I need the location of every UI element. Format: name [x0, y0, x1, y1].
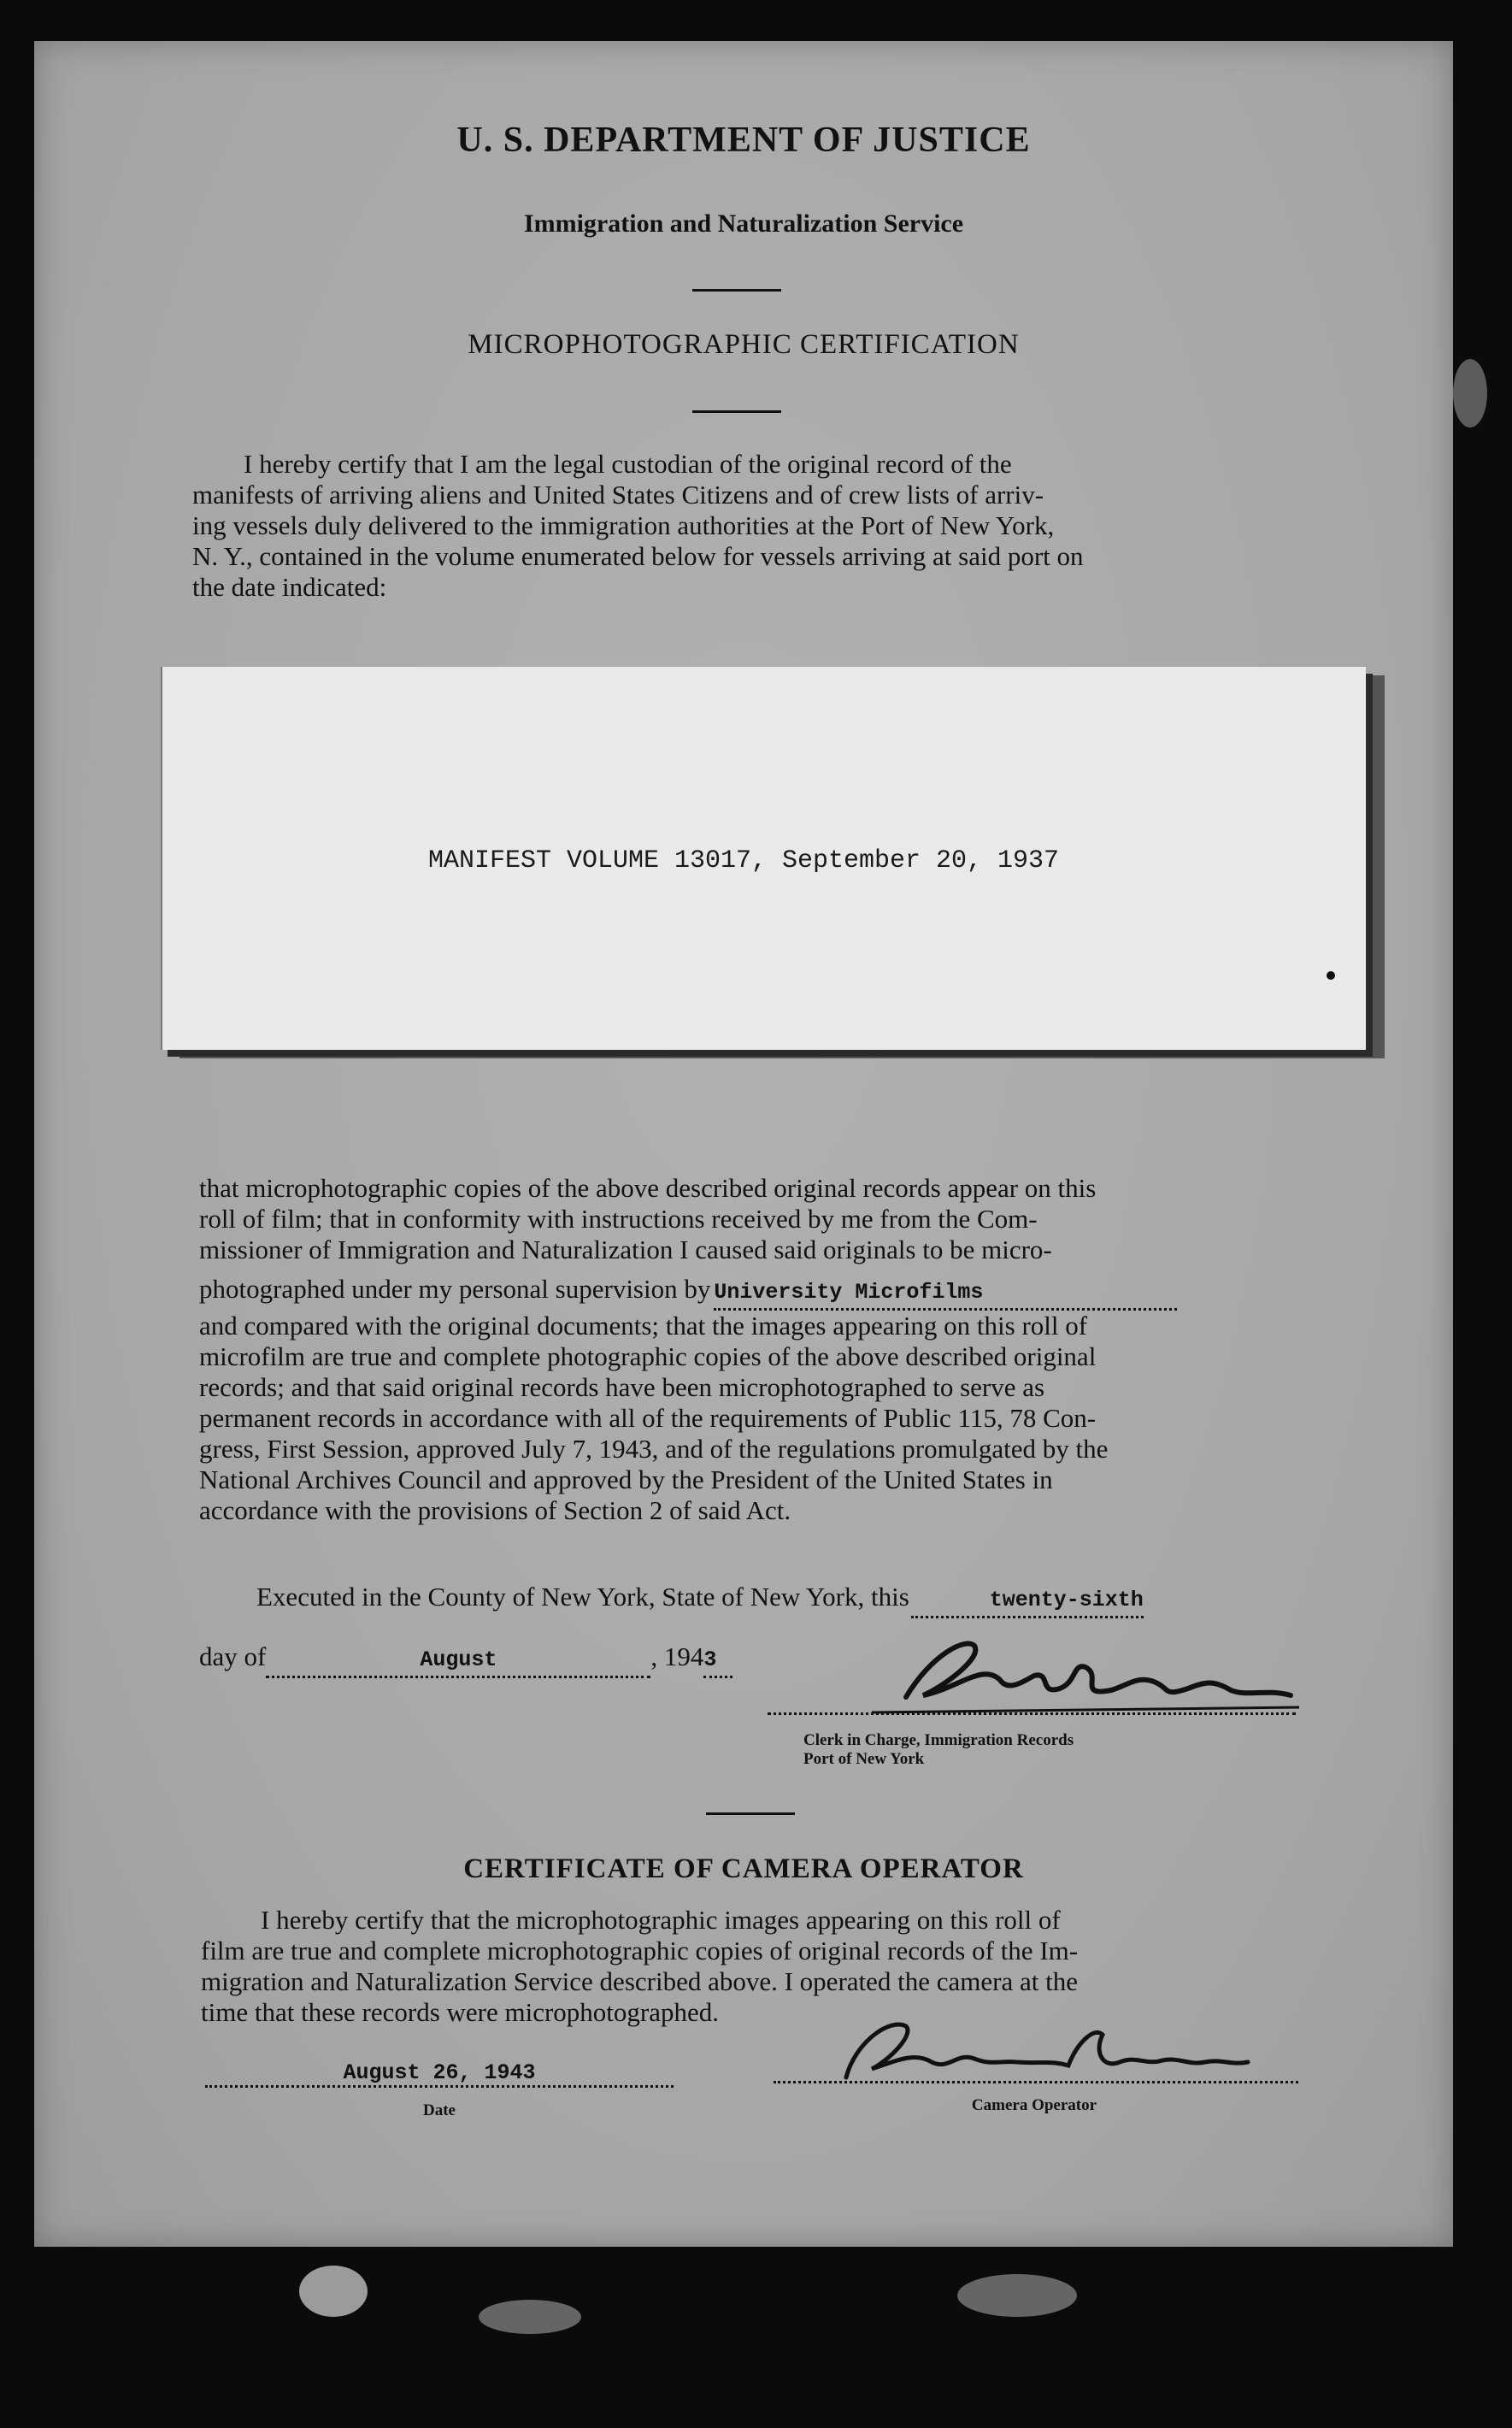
camera-date-field	[205, 2060, 674, 2088]
body-line: National Archives Council and approved by the President of the United States in	[199, 1464, 1053, 1494]
month-field	[266, 1641, 650, 1678]
supervisor-value: University Microfilms	[714, 1280, 984, 1305]
supervision-prefix: photographed under my personal supervision by	[199, 1274, 711, 1304]
camera-line: film are true and complete microphotographic copies of original records of the Im-	[201, 1936, 1079, 1965]
camera-line: I hereby certify that the microphotographic images appearing on this roll of	[261, 1905, 1061, 1935]
scan-debris	[1453, 359, 1487, 427]
manifest-volume: MANIFEST VOLUME 13017, September 20, 1937	[427, 846, 1060, 875]
day-value: twenty-sixth	[989, 1588, 1144, 1612]
day-of-label: day of	[199, 1641, 267, 1671]
intro-paragraph	[192, 449, 1291, 603]
intro-line: manifests of arriving aliens and United States Citizens and of crew lists of arriv-	[192, 480, 1044, 510]
body-line: that microphotographic copies of the above described original records appear on this	[199, 1173, 1097, 1203]
scan-debris	[957, 2274, 1077, 2317]
camera-line: migration and Naturalization Service described above. I operated the camera at the	[201, 1966, 1078, 1996]
divider	[706, 1812, 795, 1815]
body-line: permanent records in accordance with all of the requirements of Public 115, 78 Con-	[199, 1403, 1097, 1433]
intro-line: N. Y., contained in the volume enumerated below for vessels arriving at said port on	[192, 541, 1084, 571]
divider	[692, 410, 781, 413]
intro-line: the date indicated:	[192, 572, 387, 602]
body-line: gress, First Session, approved July 7, 1943, and of the regulations promulgated by the	[199, 1434, 1109, 1464]
divider	[692, 289, 781, 292]
body-line: and compared with the original documents; that the images appearing on this roll of	[199, 1311, 1088, 1341]
scan-debris	[479, 2300, 581, 2334]
body-line: missioner of Immigration and Naturalization I caused said originals to be micro-	[199, 1235, 1052, 1264]
clerk-title	[803, 1731, 1231, 1769]
intro-line: I hereby certify that I am the legal custodian of the original record of the	[244, 449, 1012, 479]
executed-line	[256, 1582, 1299, 1618]
certification-title: MICROPHOTOGRAPHIC CERTIFICATION	[468, 329, 1020, 360]
year-prefix: , 194	[650, 1641, 704, 1671]
body-line: accordance with the provisions of Section 2 of said Act.	[199, 1495, 791, 1525]
service-heading: Immigration and Naturalization Service	[523, 209, 964, 238]
body-line: roll of film; that in conformity with instructions received by me from the Com-	[199, 1204, 1038, 1234]
supervision-line	[199, 1274, 1299, 1311]
day-field	[911, 1582, 1144, 1618]
camera-line: time that these records were microphotographed.	[201, 1997, 719, 2027]
camera-certificate-title: CERTIFICATE OF CAMERA OPERATOR	[463, 1853, 1024, 1884]
clerk-title-line: Port of New York	[803, 1750, 925, 1768]
clerk-signature-line	[768, 1712, 1296, 1715]
camera-operator-label: Camera Operator	[971, 2096, 1097, 2114]
scan-debris	[299, 2266, 368, 2317]
year-value: 3	[703, 1647, 717, 1672]
camera-operator-line	[774, 2081, 1298, 2083]
body-line: records; and that said original records have been microphotographed to serve as	[199, 1372, 1045, 1402]
year-field	[703, 1641, 732, 1678]
ink-dot	[1327, 971, 1335, 980]
body-line: microfilm are true and complete photographic copies of the above described original	[199, 1341, 1097, 1371]
body-paragraph	[199, 1173, 1299, 1526]
month-value: August	[420, 1647, 497, 1672]
clerk-signature	[855, 1629, 1316, 1723]
department-heading: U. S. DEPARTMENT OF JUSTICE	[456, 121, 1031, 160]
clerk-title-line: Clerk in Charge, Immigration Records	[803, 1731, 1074, 1749]
intro-line: ing vessels duly delivered to the immigration authorities at the Port of New York,	[192, 510, 1055, 540]
camera-date-label: Date	[423, 2101, 456, 2119]
executed-prefix: Executed in the County of New York, State of New York, this	[256, 1582, 909, 1612]
camera-date-value: August 26, 1943	[343, 2060, 536, 2085]
supervisor-field	[714, 1274, 1177, 1311]
